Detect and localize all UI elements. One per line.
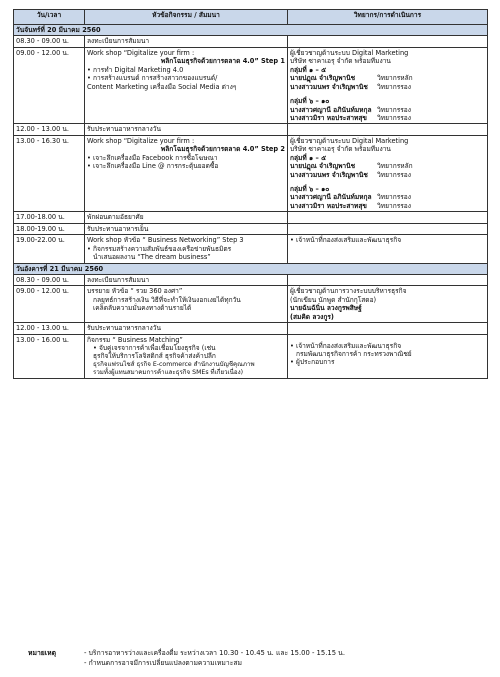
speaker-org: ผู้เชี่ยวชาญด้านระบบ Digital Marketing bbox=[290, 48, 409, 57]
topic-cell bbox=[85, 235, 288, 263]
time-cell: 18.00-19.00 น. bbox=[14, 223, 85, 234]
speaker-role: วิทยากรหลัก bbox=[377, 162, 413, 171]
topic-cell bbox=[85, 47, 288, 124]
topic-title: Work shop “Digitalize your firm : bbox=[87, 136, 195, 145]
topic-subtitle: พลิกโฉมธุรกิจด้วยการตลาด 4.0” Step 2 bbox=[160, 145, 285, 154]
speaker-name: นางสาวมิรา หอประสาทสุข bbox=[290, 201, 367, 210]
table-row bbox=[14, 47, 488, 124]
topic-cell: พักผ่อนตามอัธยาศัย bbox=[85, 212, 288, 223]
topic-subtitle: พลิกโฉมธุรกิจด้วยการตลาด 4.0” Step 1 bbox=[160, 57, 285, 66]
day1-label: วันจันทร์ที่ 20 มีนาคม 2560 bbox=[14, 25, 488, 36]
topic-cell: ลงทะเบียนการสัมมนา bbox=[85, 274, 288, 285]
table-row bbox=[14, 124, 488, 135]
topic-detail: เคล็ดลับความมั่นคงทางด้านรายได้ bbox=[93, 304, 192, 313]
schedule-table bbox=[13, 9, 488, 379]
speaker-cell bbox=[288, 36, 488, 47]
header-speaker: วิทยากร/การดำเนินการ bbox=[288, 10, 488, 25]
topic-bullet: รวมทั้งผู้แทนสมาคมการค้าและธุรกิจ SMEs ที่เกี่ยวเนื่อง) bbox=[93, 368, 244, 376]
speaker-cell bbox=[288, 334, 488, 378]
speaker-cell bbox=[288, 124, 488, 135]
day2-label: วันอังคารที่ 21 มีนาคม 2560 bbox=[14, 263, 488, 274]
group-label: กลุ่มที่ ๑ – ๕ bbox=[290, 153, 327, 162]
day-row bbox=[14, 25, 488, 36]
topic-bullet: • กิจกรรมสร้างความสัมพันธ์ของเครือข่ายพันธมิตร bbox=[87, 244, 232, 253]
topic-bullet: ธุรกิจให้บริการโลจิสติกส์ ธุรกิจค้าส่งค้าปลีก bbox=[93, 352, 216, 361]
time-cell: 12.00 - 13.00 น. bbox=[14, 323, 85, 334]
time-cell: 19.00-22.00 น. bbox=[14, 235, 85, 263]
topic-cell: รับประทานอาหารกลางวัน bbox=[85, 323, 288, 334]
note-item: - บริการอาหารว่างและเครื่องดื่ม ระหว่างเวลา 10.30 - 10.45 น. และ 15.00 - 15.15 น. bbox=[84, 649, 345, 657]
topic-cell bbox=[85, 135, 288, 212]
table-row bbox=[14, 274, 488, 285]
speaker-org: ผู้เชี่ยวชาญด้านการวางระบบบริหารธุรกิจ bbox=[290, 287, 407, 296]
speaker-org: • เจ้าหน้าที่กองส่งเสริมและพัฒนาธุรกิจ bbox=[290, 341, 402, 350]
topic-title: Work shop “Digitalize your firm : bbox=[87, 48, 195, 57]
speaker-cell bbox=[288, 235, 488, 263]
speaker-role: วิทยากรหลัก bbox=[377, 74, 413, 83]
speaker-cell bbox=[288, 212, 488, 223]
topic-cell: รับประทานอาหารกลางวัน bbox=[85, 124, 288, 135]
time-cell: 13.00 - 16.00 น. bbox=[14, 334, 85, 378]
topic-detail: กลยุทธ์การสร้างเงิน วิธีที่จะทำให้เงินงอกเงยได้ทุกวัน bbox=[93, 295, 241, 304]
group-label: กลุ่มที่ ๑ – ๕ bbox=[290, 65, 327, 74]
topic-bullet: • การทำ Digital Marketing 4.0 bbox=[87, 65, 184, 74]
speaker-role: วิทยากรรอง bbox=[377, 113, 411, 122]
topic-cell bbox=[85, 286, 288, 323]
topic-cell bbox=[85, 334, 288, 378]
speaker-org: • ผู้ประกอบการ bbox=[290, 358, 335, 367]
speaker-org: บริษัท ซาคาเอรุ จำกัด พร้อมทีมงาน bbox=[290, 145, 391, 154]
speaker-name: นางสาวมนพร จำเริญพานิช bbox=[290, 82, 368, 91]
speaker-role: วิทยากรรอง bbox=[377, 193, 411, 202]
group-label: กลุ่มที่ ๖ – ๑๐ bbox=[290, 185, 330, 193]
day-row bbox=[14, 263, 488, 274]
speaker-org: (นักเขียน นักพูด สำนักกุโสดอ) bbox=[290, 295, 377, 304]
speaker-cell bbox=[288, 286, 488, 323]
speaker-cell bbox=[288, 274, 488, 285]
header-row bbox=[14, 10, 488, 25]
topic-cell: ลงทะเบียนการสัมมนา bbox=[85, 36, 288, 47]
group-label: กลุ่มที่ ๖ – ๑๐ bbox=[290, 97, 330, 106]
speaker-name: นางสาวศญานี อภินันท์มหกุล bbox=[290, 105, 372, 114]
table-row bbox=[14, 235, 488, 263]
note-label: หมายเหตุ bbox=[28, 649, 56, 657]
speaker-role: วิทยากรรอง bbox=[377, 170, 411, 179]
topic-bullet: • เจาะลึกเครื่องมือ Facebook การซื้อโฆษณา bbox=[87, 153, 218, 162]
table-row bbox=[14, 223, 488, 234]
speaker-name: นายปฏุณ จำเริญพานิช bbox=[290, 74, 356, 83]
time-cell: 17.00-18.00 น. bbox=[14, 212, 85, 223]
topic-title: กิจกรรม “ Business Matching” bbox=[87, 335, 183, 344]
table-row bbox=[14, 135, 488, 212]
speaker-name: (สมคิด ลวงกูร) bbox=[290, 312, 334, 321]
topic-bullet: • การสร้างแบรนด์ การสร้างสาวกของแบรนด์/ bbox=[87, 74, 218, 83]
table-row bbox=[14, 334, 488, 378]
speaker-cell bbox=[288, 47, 488, 124]
topic-bullet: • จับคู่เจรจาการค้าเพื่อเชื่อมโยงธุรกิจ (เช่น bbox=[93, 344, 216, 352]
speaker-name: นางสาวมนพร จำเริญพานิช bbox=[290, 170, 368, 179]
time-cell: 08.30 - 09.00 น. bbox=[14, 274, 85, 285]
topic-title: บรรยาย หัวข้อ “ รวย 360 องศา” bbox=[87, 287, 183, 296]
speaker-org: กรมพัฒนาธุรกิจการค้า กระทรวงพาณิชย์ bbox=[296, 350, 412, 358]
table-row bbox=[14, 286, 488, 323]
speaker-role: วิทยากรรอง bbox=[377, 82, 411, 91]
speaker-org: บริษัท ซาคาเอรุ จำกัด พร้อมทีมงาน bbox=[290, 57, 391, 66]
speaker-name: นางสาวศญานี อภินันท์มหกุล bbox=[290, 193, 372, 202]
header-topic: หัวข้อกิจกรรม / สัมมนา bbox=[85, 10, 288, 25]
speaker-name: นายปฏุณ จำเริญพานิช bbox=[290, 162, 356, 171]
time-cell: 09.00 - 12.00 น. bbox=[14, 47, 85, 124]
time-cell: 12.00 - 13.00 น. bbox=[14, 124, 85, 135]
speaker-name: นายฉันฉันิ่น ลวงกูรพสิษฐ์ bbox=[290, 304, 362, 313]
table-row bbox=[14, 36, 488, 47]
speaker-cell bbox=[288, 223, 488, 234]
time-cell: 09.00 - 12.00 น. bbox=[14, 286, 85, 323]
topic-bullet: Content Marketing เครื่องมือ Social Media ต่างๆ bbox=[87, 82, 237, 91]
speaker-role: วิทยากรรอง bbox=[377, 201, 411, 210]
table-row bbox=[14, 323, 488, 334]
table-row bbox=[14, 212, 488, 223]
speaker-role: วิทยากรรอง bbox=[377, 105, 411, 114]
topic-bullet: ธุรกิจแฟรนไชส์ ธุรกิจ E-commerce สำนักงานบัญชีคุณภาพ bbox=[93, 360, 255, 368]
speaker-org: • เจ้าหน้าที่กองส่งเสริมและพัฒนาธุรกิจ bbox=[290, 236, 402, 245]
time-cell: 08.30 - 09.00 น. bbox=[14, 36, 85, 47]
header-time: วัน/เวลา bbox=[14, 10, 85, 25]
speaker-cell bbox=[288, 323, 488, 334]
speaker-cell bbox=[288, 135, 488, 212]
topic-bullet: • เจาะลึกเครื่องมือ Line @ การกระตุ้นยอดซื้อ bbox=[87, 162, 219, 171]
topic-bullet: นำเสนอผลงาน “The dream business” bbox=[93, 253, 211, 262]
topic-cell: รับประทานอาหารเย็น bbox=[85, 223, 288, 234]
time-cell: 13.00 - 16.30 น. bbox=[14, 135, 85, 212]
note-item: - กำหนดการอาจมีการเปลี่ยนแปลงตามความเหมาะสม bbox=[84, 659, 242, 668]
speaker-org: ผู้เชี่ยวชาญด้านระบบ Digital Marketing bbox=[290, 136, 409, 145]
speaker-name: นางสาวมิรา หอประสาทสุข bbox=[290, 113, 367, 122]
topic-title: Work shop หัวข้อ “ Business Networking” Step 3 bbox=[87, 236, 244, 245]
